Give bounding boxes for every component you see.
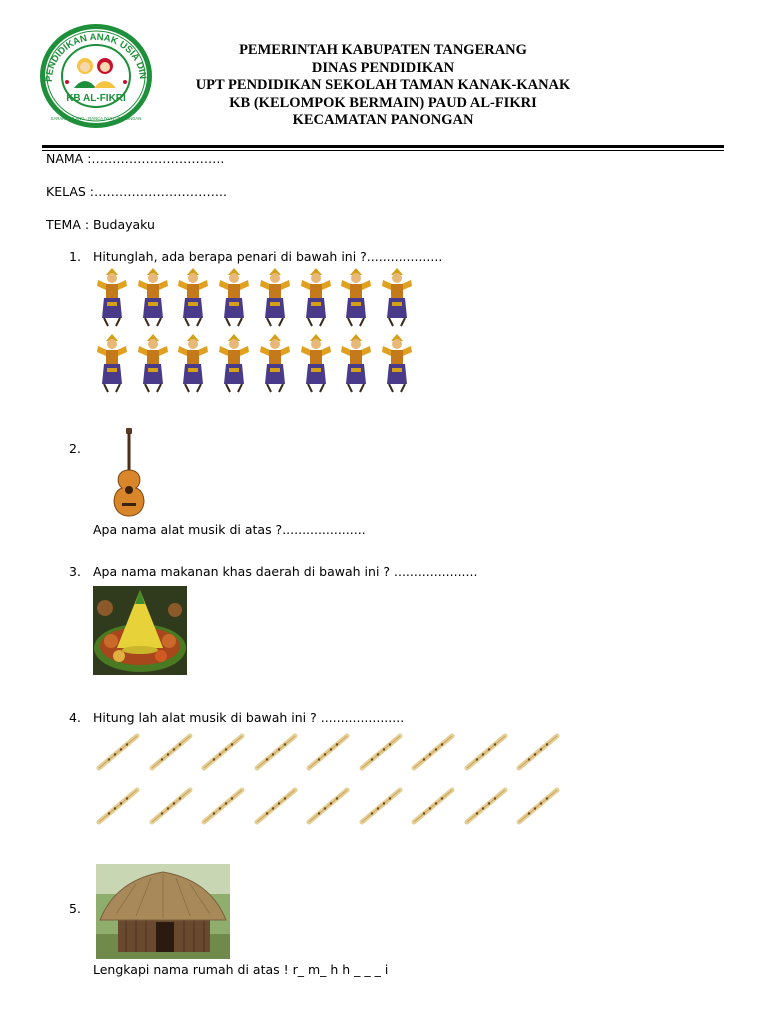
dancer-figure: [93, 266, 131, 328]
question-text: Apa nama makanan khas daerah di bawah ini ? .....................: [93, 564, 478, 579]
dancer-figure: [174, 332, 212, 394]
question-number: 4.: [69, 710, 81, 725]
school-logo: [38, 22, 154, 130]
dancer-figure: [215, 266, 253, 328]
dancer-figure: [297, 266, 335, 328]
flute-illustrations: [95, 730, 565, 830]
question-number: 1.: [69, 249, 81, 264]
flute-figure: [515, 784, 561, 826]
question-number: 3.: [69, 564, 81, 579]
flute-figure: [410, 730, 456, 772]
dancer-figure: [93, 332, 131, 394]
logo-ring-text: PENDIDIKAN ANAK USIA DIN: [43, 31, 149, 83]
dancer-figure: [256, 332, 294, 394]
flute-figure: [253, 730, 299, 772]
question-text: Hitung lah alat musik di bawah ini ? .....................: [93, 710, 405, 725]
dancer-illustrations: [93, 266, 423, 398]
flute-figure: [358, 730, 404, 772]
flute-figure: [305, 730, 351, 772]
question-text: Hitunglah, ada berapa penari di bawah ini ?...................: [93, 249, 443, 264]
flute-figure: [200, 730, 246, 772]
letterhead-line: PEMERINTAH KABUPATEN TANGERANG: [239, 42, 527, 58]
letterhead: [160, 42, 606, 130]
name-field[interactable]: NAMA :…………………………..: [46, 151, 225, 166]
dancer-figure: [256, 266, 294, 328]
flute-figure: [305, 784, 351, 826]
dancer-figure: [174, 266, 212, 328]
flute-figure: [200, 784, 246, 826]
flute-figure: [148, 730, 194, 772]
flute-figure: [410, 784, 456, 826]
honai-house-image: [96, 864, 230, 959]
dancer-figure: [134, 266, 172, 328]
dancer-figure: [337, 266, 375, 328]
question-text: Lengkapi nama rumah di atas ! r_ m_ h h _ _ _ i: [93, 962, 389, 977]
flute-figure: [463, 784, 509, 826]
question-number: 2.: [69, 441, 81, 456]
letterhead-line: DINAS PENDIDIKAN: [311, 59, 455, 76]
logo-name: KB AL-FIKRI: [66, 93, 126, 104]
class-field[interactable]: KELAS :…………………………..: [46, 184, 227, 199]
letterhead-line: KB (KELOMPOK BERMAIN) PAUD AL-FIKRI: [229, 94, 537, 111]
logo-address: SARAKAN ILANG · RANCA IYUH · PANONGAN: [50, 116, 142, 121]
flute-figure: [358, 784, 404, 826]
flute-figure: [95, 730, 141, 772]
dancer-figure: [134, 332, 172, 394]
dancer-figure: [378, 266, 416, 328]
dancer-figure: [297, 332, 335, 394]
flute-figure: [515, 730, 561, 772]
dancer-figure: [337, 332, 375, 394]
theme-label: TEMA : Budayaku: [46, 217, 155, 232]
dancer-figure: [378, 332, 416, 394]
flute-figure: [148, 784, 194, 826]
flute-figure: [95, 784, 141, 826]
question-number: 5.: [69, 901, 81, 916]
letterhead-line: UPT PENDIDIKAN SEKOLAH TAMAN KANAK-KANAK: [195, 77, 571, 93]
letterhead-line: KECAMATAN PANONGAN: [292, 112, 474, 128]
tumpeng-image: [93, 586, 187, 675]
flute-figure: [253, 784, 299, 826]
flute-figure: [463, 730, 509, 772]
question-text: Apa nama alat musik di atas ?.....................: [93, 522, 366, 537]
guitar-image: [108, 428, 150, 518]
dancer-figure: [215, 332, 253, 394]
header-rule-thick: [42, 145, 724, 148]
